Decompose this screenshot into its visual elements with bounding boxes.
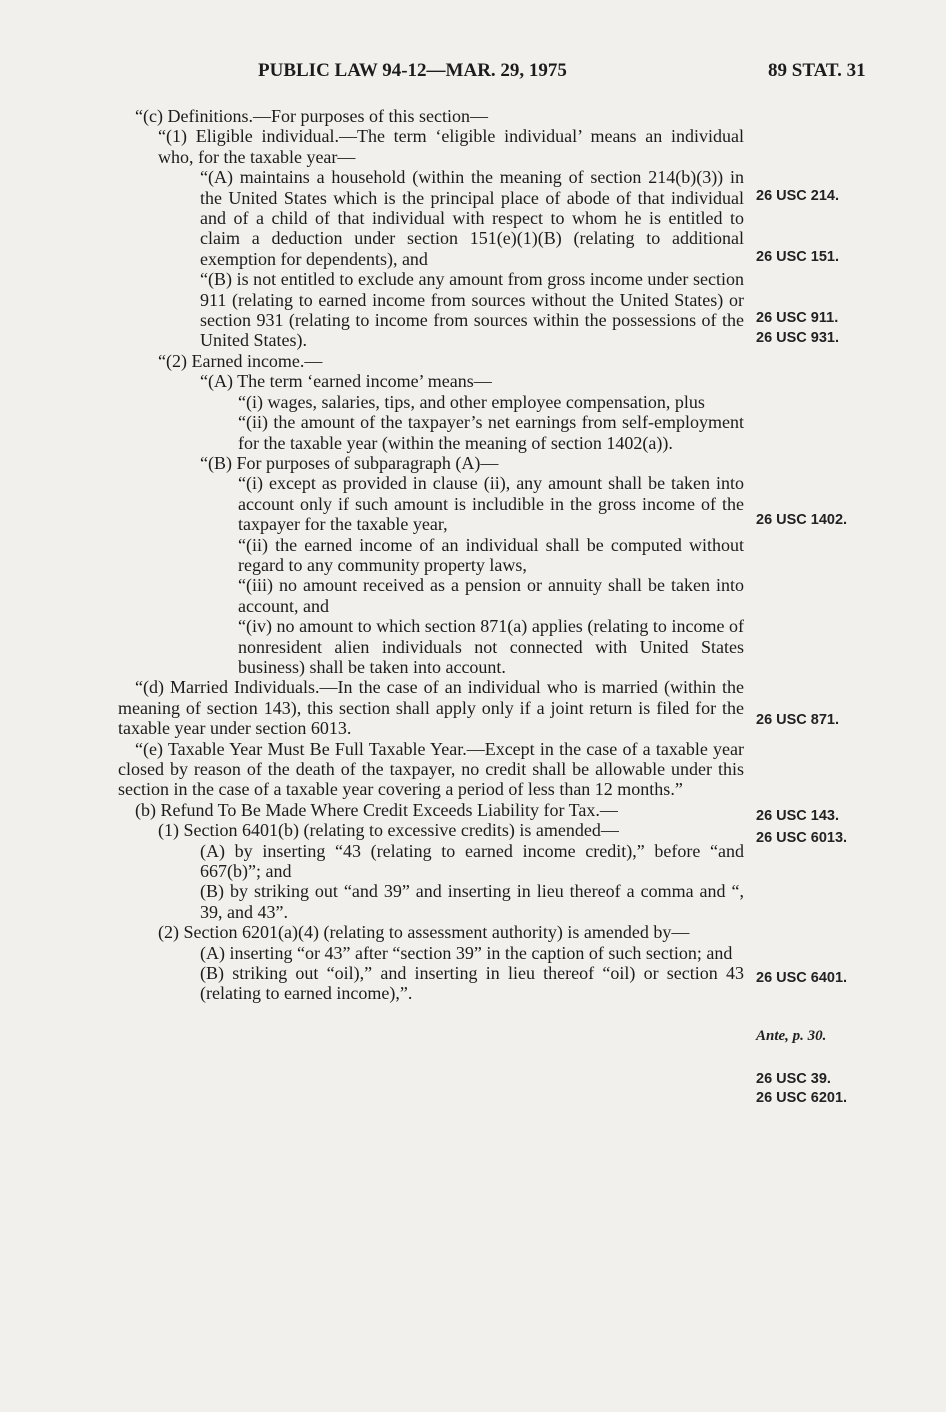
paragraph-b-1-B: (B) by striking out “and 39” and inserting in lieu thereof a comma and “, 39, and 43”. — [200, 881, 744, 922]
paragraph-b: (b) Refund To Be Made Where Credit Exceeds Liability for Tax.— — [135, 799, 618, 820]
paragraph-c-2-A-i: “(i) wages, salaries, tips, and other employee compensation, plus — [238, 391, 705, 412]
paragraph-c-2-A: “(A) The term ‘earned income’ means— — [200, 371, 492, 392]
margin-note: Ante, p. 30. — [756, 1028, 827, 1044]
page-header — [0, 58, 946, 88]
statute-page-number: 89 STAT. 31 — [768, 60, 866, 81]
paragraph-c: “(c) Definitions.—For purposes of this section— — [135, 106, 488, 126]
paragraph-c-1-A: “(A) maintains a household (within the meaning of section 214(b)(3)) in the United States which is the principal place of abode of that individual and of a child of that individual with respect to whom he is entitled to claim a deduction under section 151(e)(1)(B) (relating to additional exemption for dependents), and — [200, 167, 744, 269]
margin-note: 26 USC 151. — [756, 249, 840, 265]
paragraph-b-2-B: (B) striking out “oil),” and inserting in lieu thereof “oil) or section 43 (relating to earned income),”. — [200, 963, 744, 1004]
paragraph-b-1-A: (A) by inserting “43 (relating to earned income credit),” before “and 667(b)”; and — [200, 840, 744, 882]
paragraph-c-2-A-ii: “(ii) the amount of the taxpayer’s net earnings from self-employment for the taxable year (within the meaning of section 1402(a)). — [238, 412, 744, 453]
margin-note: 26 USC 214. — [756, 188, 840, 204]
paragraph-c-2-B-iv: “(iv) no amount to which section 871(a) applies (relating to income of nonresident alien individuals not connected with United States business) shall be taken into account. — [238, 616, 744, 677]
paragraph-c-1-B: “(B) is not entitled to exclude any amount from gross income under section 911 (relating to earned income from sources without the United States) or section 931 (relating to income from sources within the possessions of the United States). — [200, 269, 744, 351]
paragraph-d: “(d) Married Individuals.—In the case of an individual who is married (within the meaning of section 143), this section shall apply only if a joint return is filed for the taxable year under section 6013. — [118, 677, 744, 739]
paragraph-b-2: (2) Section 6201(a)(4) (relating to assessment authority) is amended by— — [158, 922, 690, 943]
margin-note: 26 USC 6201. — [756, 1090, 848, 1106]
page-title: PUBLIC LAW 94-12—MAR. 29, 1975 — [258, 60, 567, 81]
margin-note: 26 USC 931. — [756, 330, 840, 346]
paragraph-c-2-B: “(B) For purposes of subparagraph (A)— — [200, 452, 499, 473]
paragraph-c-1: “(1) Eligible individual.—The term ‘eligible individual’ means an individual who, for the taxable year— — [158, 126, 744, 167]
paragraph-c-2-B-i: “(i) except as provided in clause (ii), any amount shall be taken into account only if such amount is includible in the gross income of the taxpayer for the taxable year, — [238, 473, 744, 535]
margin-note: 26 USC 6401. — [756, 970, 848, 986]
margin-note: 26 USC 1402. — [756, 512, 848, 528]
margin-note: 26 USC 6013. — [756, 830, 848, 846]
document-body — [118, 106, 744, 1004]
paragraph-e: “(e) Taxable Year Must Be Full Taxable Year.—Except in the case of a taxable year closed by reason of the death of the taxpayer, no credit shall be allowable under this section in the case of a taxable year covering a period of less than 12 months.” — [118, 738, 744, 800]
paragraph-c-2: “(2) Earned income.— — [158, 350, 323, 371]
margin-note: 26 USC 39. — [756, 1071, 831, 1087]
paragraph-c-2-B-iii: “(iii) no amount received as a pension or annuity shall be taken into account, and — [238, 575, 744, 616]
margin-note: 26 USC 871. — [756, 712, 840, 728]
paragraph-b-2-A: (A) inserting “or 43” after “section 39” in the caption of such section; and — [200, 942, 733, 963]
margin-note: 26 USC 911. — [756, 310, 839, 326]
paragraph-c-2-B-ii: “(ii) the earned income of an individual shall be computed without regard to any community property laws, — [238, 534, 744, 575]
paragraph-b-1: (1) Section 6401(b) (relating to excessive credits) is amended— — [158, 820, 619, 841]
margin-note: 26 USC 143. — [756, 808, 840, 824]
